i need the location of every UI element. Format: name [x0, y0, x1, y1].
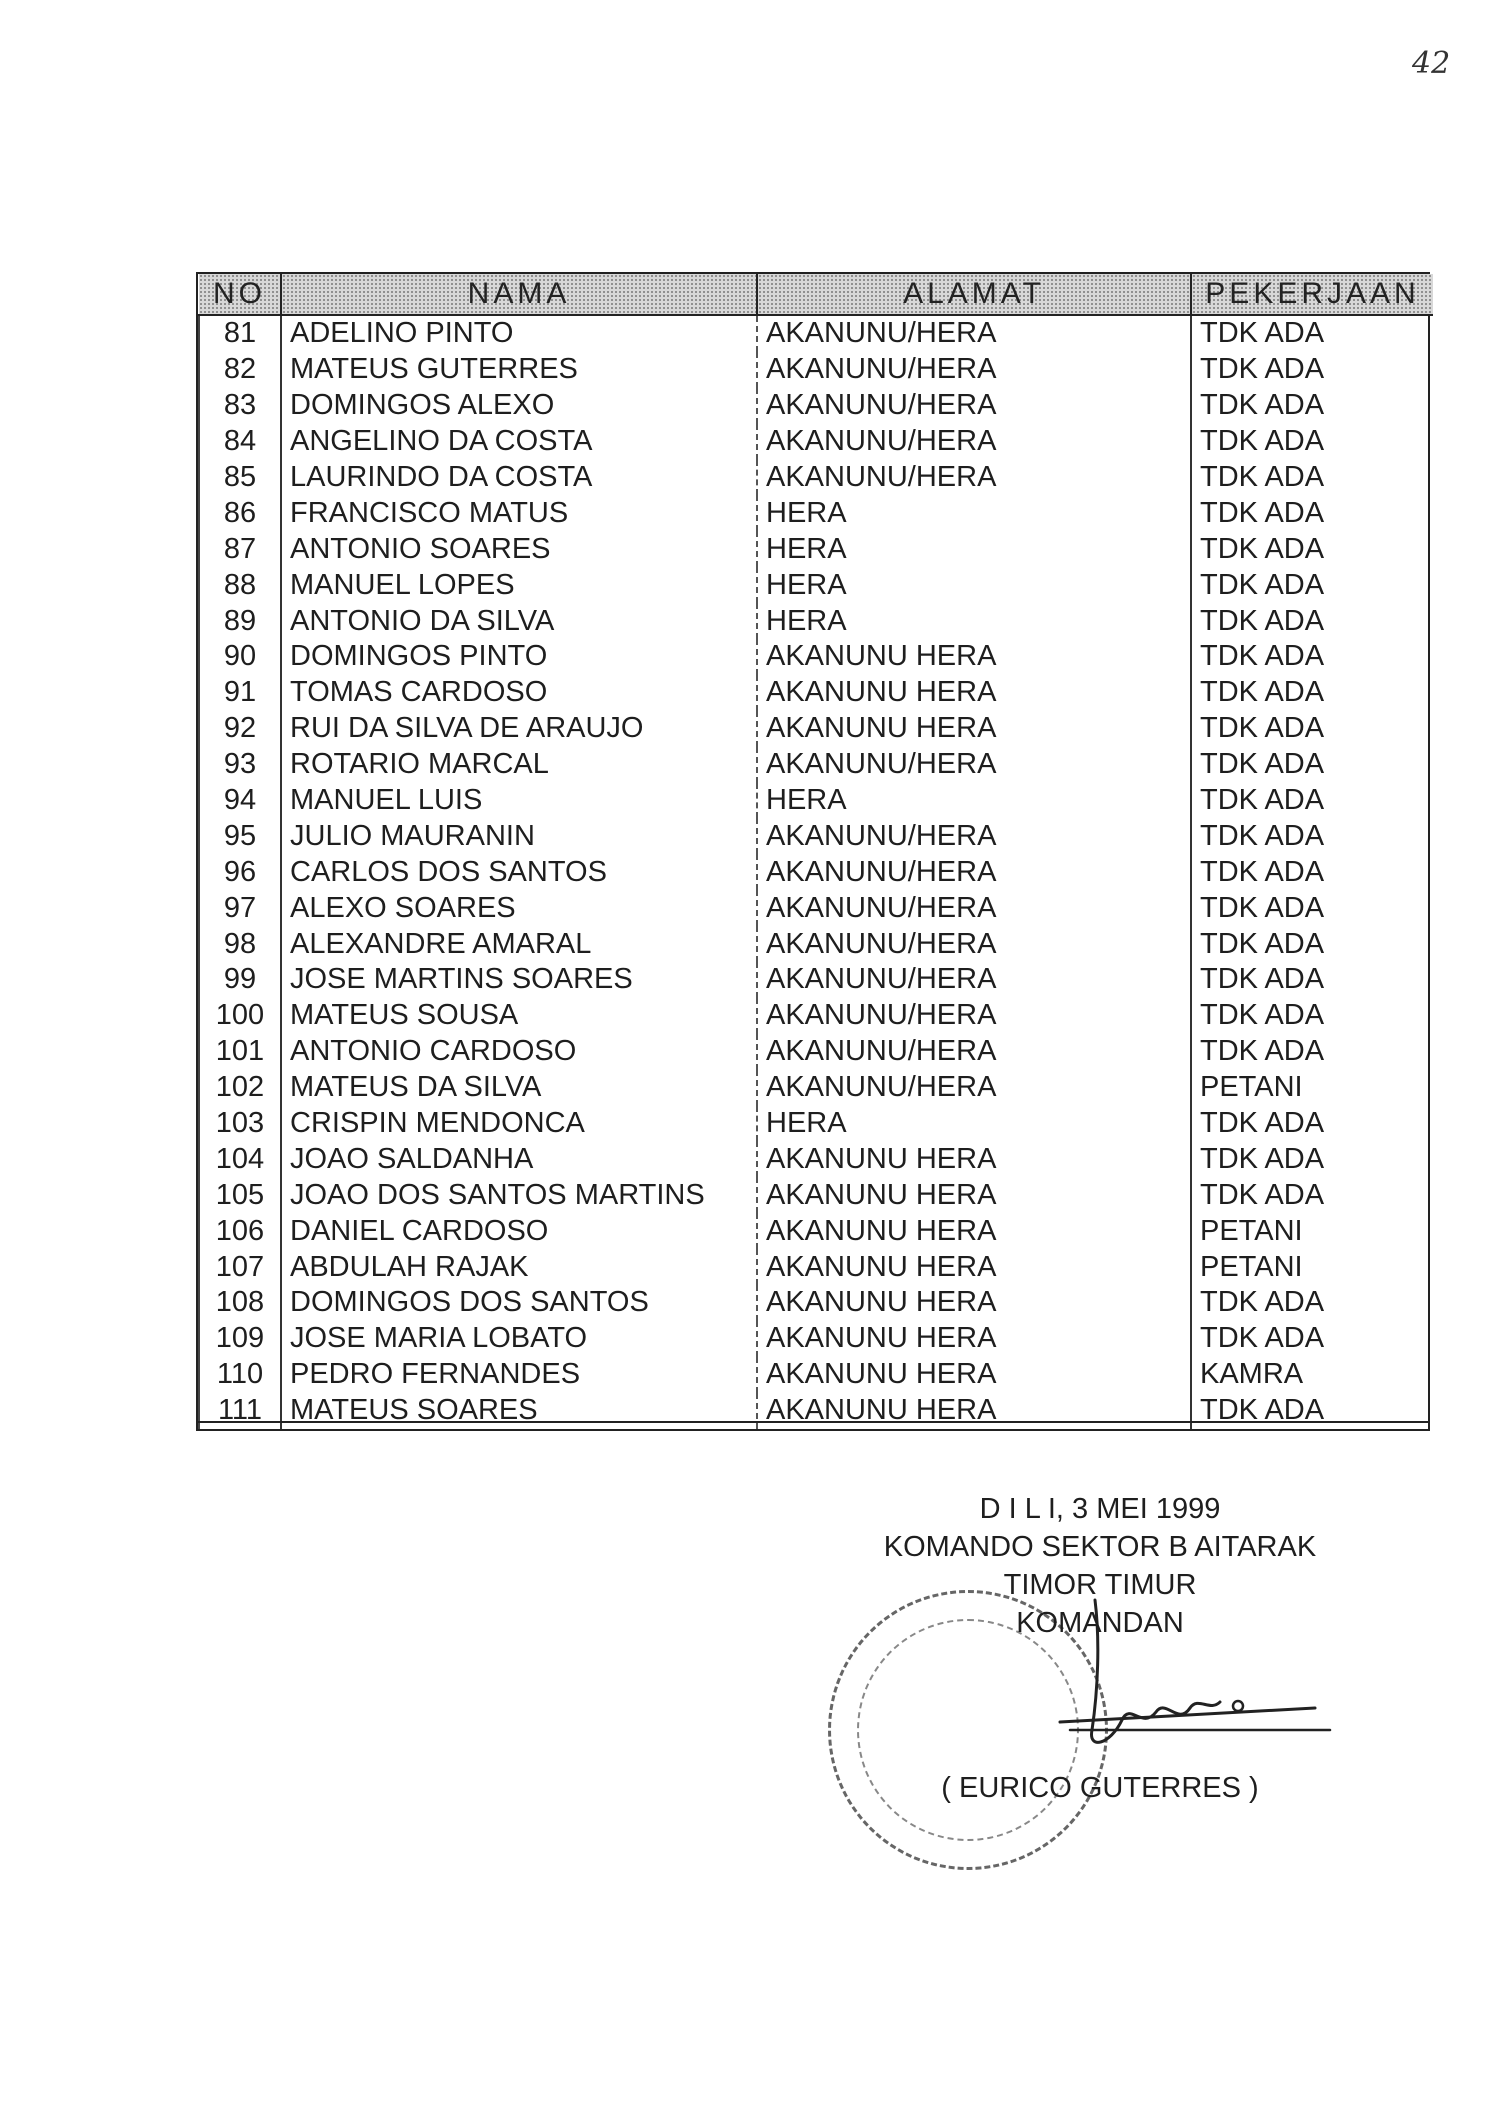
table-row	[199, 639, 1433, 675]
nama-cell: MANUEL LOPES	[281, 567, 757, 603]
alamat-cell: AKANUNU HERA	[757, 639, 1191, 675]
table-row	[199, 1141, 1433, 1177]
alamat-cell: HERA	[757, 783, 1191, 819]
kerja-cell: TDK ADA	[1191, 783, 1433, 819]
kerja-cell: TDK ADA	[1191, 1141, 1433, 1177]
nama-cell: MATEUS SOARES	[281, 1393, 757, 1429]
table-bottom-rule	[196, 1421, 1430, 1423]
alamat-cell: AKANUNU HERA	[757, 675, 1191, 711]
table-row	[199, 818, 1433, 854]
kerja-cell: TDK ADA	[1191, 460, 1433, 496]
nama-cell: FRANCISCO MATUS	[281, 495, 757, 531]
kerja-cell: TDK ADA	[1191, 818, 1433, 854]
no-cell: 84	[199, 424, 281, 460]
table-row	[199, 962, 1433, 998]
table-row	[199, 495, 1433, 531]
nama-cell: LAURINDO DA COSTA	[281, 460, 757, 496]
kerja-cell: TDK ADA	[1191, 639, 1433, 675]
no-cell: 101	[199, 1034, 281, 1070]
nama-cell: JOSE MARIA LOBATO	[281, 1321, 757, 1357]
place-date: D I L I, 3 MEI 1999	[979, 1493, 1221, 1525]
table-row	[199, 460, 1433, 496]
no-cell: 97	[199, 890, 281, 926]
no-cell: 89	[199, 603, 281, 639]
alamat-cell: AKANUNU/HERA	[757, 818, 1191, 854]
nama-cell: ANTONIO DA SILVA	[281, 603, 757, 639]
kerja-cell: TDK ADA	[1191, 352, 1433, 388]
nama-cell: JOAO DOS SANTOS MARTINS	[281, 1177, 757, 1213]
kerja-cell: TDK ADA	[1191, 1285, 1433, 1321]
table-row	[199, 675, 1433, 711]
alamat-cell: AKANUNU/HERA	[757, 747, 1191, 783]
alamat-cell: AKANUNU HERA	[757, 1357, 1191, 1393]
alamat-cell: HERA	[757, 495, 1191, 531]
alamat-cell: AKANUNU HERA	[757, 1285, 1191, 1321]
kerja-cell: TDK ADA	[1191, 1177, 1433, 1213]
nama-cell: CARLOS DOS SANTOS	[281, 854, 757, 890]
no-cell: 103	[199, 1106, 281, 1142]
no-cell: 100	[199, 998, 281, 1034]
table-body	[199, 315, 1433, 1429]
kerja-cell: PETANI	[1191, 1249, 1433, 1285]
kerja-cell: TDK ADA	[1191, 388, 1433, 424]
table-row	[199, 315, 1433, 352]
table-row	[199, 747, 1433, 783]
alamat-cell: AKANUNU HERA	[757, 1213, 1191, 1249]
kerja-cell: KAMRA	[1191, 1357, 1433, 1393]
page-number: 42	[1412, 46, 1451, 81]
nama-cell: MATEUS GUTERRES	[281, 352, 757, 388]
kerja-cell: TDK ADA	[1191, 1106, 1433, 1142]
signer-name: ( EURICO GUTERRES )	[941, 1772, 1259, 1804]
alamat-cell: AKANUNU/HERA	[757, 460, 1191, 496]
no-cell: 81	[199, 315, 281, 352]
unit-line: KOMANDO SEKTOR B AITARAK	[883, 1531, 1317, 1563]
kerja-cell: PETANI	[1191, 1213, 1433, 1249]
no-cell: 88	[199, 567, 281, 603]
no-cell: 90	[199, 639, 281, 675]
no-cell: 91	[199, 675, 281, 711]
nama-cell: CRISPIN MENDONCA	[281, 1106, 757, 1142]
table-row	[199, 783, 1433, 819]
nama-cell: MATEUS SOUSA	[281, 998, 757, 1034]
table-row	[199, 1213, 1433, 1249]
kerja-cell: TDK ADA	[1191, 1393, 1433, 1429]
role-title: KOMANDAN	[1016, 1607, 1184, 1639]
nama-cell: JOAO SALDANHA	[281, 1141, 757, 1177]
table-row	[199, 1249, 1433, 1285]
alamat-cell: HERA	[757, 1106, 1191, 1142]
no-cell: 93	[199, 747, 281, 783]
table-row	[199, 567, 1433, 603]
alamat-cell: AKANUNU/HERA	[757, 926, 1191, 962]
no-cell: 109	[199, 1321, 281, 1357]
no-cell: 86	[199, 495, 281, 531]
alamat-cell: AKANUNU/HERA	[757, 1034, 1191, 1070]
no-cell: 106	[199, 1213, 281, 1249]
nama-cell: MATEUS DA SILVA	[281, 1070, 757, 1106]
alamat-cell: AKANUNU/HERA	[757, 962, 1191, 998]
no-cell: 98	[199, 926, 281, 962]
alamat-cell: AKANUNU HERA	[757, 1321, 1191, 1357]
alamat-cell: AKANUNU/HERA	[757, 315, 1191, 352]
table-header-row	[199, 274, 1433, 315]
alamat-cell: AKANUNU/HERA	[757, 1070, 1191, 1106]
no-cell: 96	[199, 854, 281, 890]
kerja-cell: TDK ADA	[1191, 998, 1433, 1034]
nama-cell: DOMINGOS ALEXO	[281, 388, 757, 424]
alamat-cell: HERA	[757, 567, 1191, 603]
table-row	[199, 1357, 1433, 1393]
table-header	[199, 274, 1433, 315]
nama-cell: ANTONIO CARDOSO	[281, 1034, 757, 1070]
no-cell: 105	[199, 1177, 281, 1213]
nama-cell: ADELINO PINTO	[281, 315, 757, 352]
table-row	[199, 388, 1433, 424]
kerja-cell: TDK ADA	[1191, 531, 1433, 567]
table-row	[199, 1070, 1433, 1106]
alamat-cell: AKANUNU HERA	[757, 1249, 1191, 1285]
no-cell: 83	[199, 388, 281, 424]
alamat-cell: AKANUNU HERA	[757, 1177, 1191, 1213]
no-cell: 92	[199, 711, 281, 747]
table-row	[199, 1106, 1433, 1142]
alamat-cell: AKANUNU/HERA	[757, 998, 1191, 1034]
kerja-cell: TDK ADA	[1191, 315, 1433, 352]
table-row	[199, 711, 1433, 747]
nama-cell: RUI DA SILVA DE ARAUJO	[281, 711, 757, 747]
kerja-cell: TDK ADA	[1191, 1321, 1433, 1357]
alamat-cell: AKANUNU/HERA	[757, 890, 1191, 926]
nama-cell: DANIEL CARDOSO	[281, 1213, 757, 1249]
kerja-cell: TDK ADA	[1191, 711, 1433, 747]
no-cell: 104	[199, 1141, 281, 1177]
nama-cell: DOMINGOS DOS SANTOS	[281, 1285, 757, 1321]
kerja-cell: TDK ADA	[1191, 926, 1433, 962]
no-cell: 107	[199, 1249, 281, 1285]
alamat-cell: AKANUNU HERA	[757, 1393, 1191, 1429]
alamat-cell: HERA	[757, 531, 1191, 567]
alamat-cell: AKANUNU/HERA	[757, 388, 1191, 424]
member-table-grid	[198, 274, 1433, 1429]
no-cell: 95	[199, 818, 281, 854]
nama-cell: ANTONIO SOARES	[281, 531, 757, 567]
nama-cell: ANGELINO DA COSTA	[281, 424, 757, 460]
member-table	[196, 272, 1430, 1431]
nama-cell: ALEXANDRE AMARAL	[281, 926, 757, 962]
alamat-cell: AKANUNU HERA	[757, 1141, 1191, 1177]
nama-cell: PEDRO FERNANDES	[281, 1357, 757, 1393]
no-cell: 99	[199, 962, 281, 998]
no-cell: 87	[199, 531, 281, 567]
kerja-cell: TDK ADA	[1191, 747, 1433, 783]
kerja-cell: TDK ADA	[1191, 1034, 1433, 1070]
table-row	[199, 1321, 1433, 1357]
alamat-cell: AKANUNU/HERA	[757, 352, 1191, 388]
nama-cell: ABDULAH RAJAK	[281, 1249, 757, 1285]
kerja-cell: TDK ADA	[1191, 675, 1433, 711]
table-row	[199, 1177, 1433, 1213]
kerja-cell: TDK ADA	[1191, 890, 1433, 926]
no-cell: 102	[199, 1070, 281, 1106]
header-no: NO	[199, 274, 281, 315]
header-alamat: ALAMAT	[757, 274, 1191, 315]
no-cell: 82	[199, 352, 281, 388]
table-row	[199, 1393, 1433, 1429]
kerja-cell: TDK ADA	[1191, 495, 1433, 531]
table-row	[199, 1034, 1433, 1070]
alamat-cell: AKANUNU HERA	[757, 711, 1191, 747]
table-row	[199, 352, 1433, 388]
nama-cell: DOMINGOS PINTO	[281, 639, 757, 675]
nama-cell: ALEXO SOARES	[281, 890, 757, 926]
alamat-cell: HERA	[757, 603, 1191, 639]
kerja-cell: TDK ADA	[1191, 603, 1433, 639]
header-pekerjaan: PEKERJAAN	[1191, 274, 1433, 315]
nama-cell: JULIO MAURANIN	[281, 818, 757, 854]
header-nama: NAMA	[281, 274, 757, 315]
region-line: TIMOR TIMUR	[1003, 1569, 1197, 1601]
no-cell: 94	[199, 783, 281, 819]
no-cell: 110	[199, 1357, 281, 1393]
kerja-cell: TDK ADA	[1191, 854, 1433, 890]
table-row	[199, 998, 1433, 1034]
table-row	[199, 603, 1433, 639]
table-row	[199, 926, 1433, 962]
kerja-cell: TDK ADA	[1191, 567, 1433, 603]
nama-cell: ROTARIO MARCAL	[281, 747, 757, 783]
kerja-cell: PETANI	[1191, 1070, 1433, 1106]
table-row	[199, 1285, 1433, 1321]
table-row	[199, 854, 1433, 890]
nama-cell: JOSE MARTINS SOARES	[281, 962, 757, 998]
table-row	[199, 424, 1433, 460]
nama-cell: TOMAS CARDOSO	[281, 675, 757, 711]
alamat-cell: AKANUNU/HERA	[757, 854, 1191, 890]
kerja-cell: TDK ADA	[1191, 962, 1433, 998]
no-cell: 111	[199, 1393, 281, 1429]
nama-cell: MANUEL LUIS	[281, 783, 757, 819]
signature-block	[840, 1490, 1360, 1642]
no-cell: 108	[199, 1285, 281, 1321]
table-row	[199, 531, 1433, 567]
no-cell: 85	[199, 460, 281, 496]
alamat-cell: AKANUNU/HERA	[757, 424, 1191, 460]
table-row	[199, 890, 1433, 926]
kerja-cell: TDK ADA	[1191, 424, 1433, 460]
